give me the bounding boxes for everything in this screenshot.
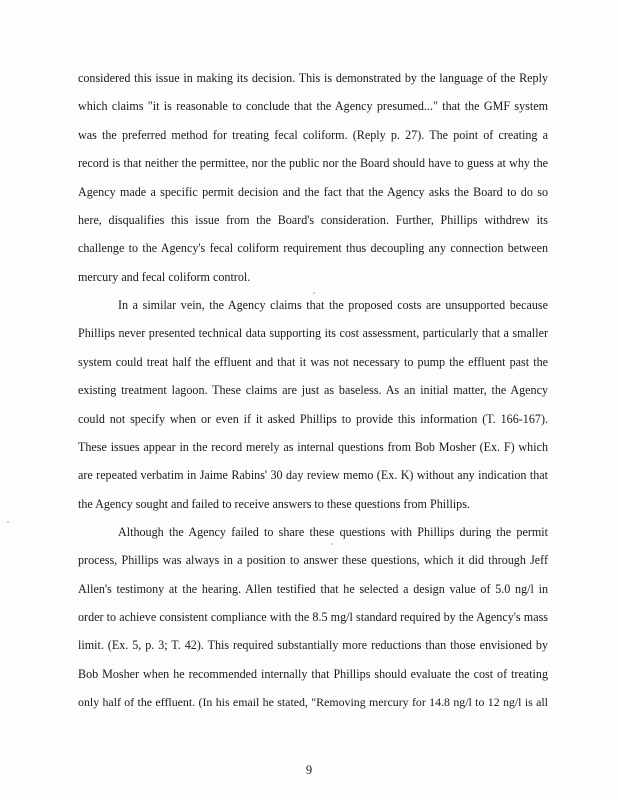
text-line: here, disqualifies this issue from the Board's consideration. Further, Phillips withdrew its <box>78 213 548 227</box>
text-line: system could treat half the effluent and that it was not necessary to pump the effluent past the <box>78 355 548 369</box>
text-line: Bob Mosher when he recommended internally that Phillips should evaluate the cost of treating <box>78 667 548 681</box>
text-line: only half of the effluent. (In his email he stated, "Removing mercury for 14.8 ng/l to 12 ng/l is all <box>78 695 548 709</box>
text-line: Agency made a specific permit decision and the fact that the Agency asks the Board to do so <box>78 185 548 199</box>
text-line: mercury and fecal coliform control. <box>78 270 251 284</box>
text-line: Although the Agency failed to share these questions with Phillips during the permit <box>118 525 548 539</box>
text-line: could not specify when or even if it asked Phillips to provide this information (T. 166-167). <box>78 412 548 426</box>
text-line: order to achieve consistent compliance with the 8.5 mg/l standard required by the Agency's mass <box>78 610 548 624</box>
scan-speck <box>7 521 9 523</box>
text-line: record is that neither the permittee, nor the public nor the Board should have to guess at why the <box>78 156 548 170</box>
page-number: 9 <box>305 763 313 777</box>
text-line: existing treatment lagoon. These claims are just as baseless. As an initial matter, the Agency <box>78 383 548 397</box>
text-line: Allen's testimony at the hearing. Allen testified that he selected a design value of 5.0 ng/l in <box>78 582 548 596</box>
text-line: which claims "it is reasonable to conclude that the Agency presumed..." that the GMF system <box>78 99 548 113</box>
text-line: the Agency sought and failed to receive answers to these questions from Phillips. <box>78 497 470 511</box>
text-line: are repeated verbatim in Jaime Rabins' 30 day review memo (Ex. K) without any indication that <box>78 468 548 482</box>
text-line: In a similar vein, the Agency claims that the proposed costs are unsupported because <box>118 298 548 312</box>
text-line: considered this issue in making its decision. This is demonstrated by the language of the Reply <box>78 71 548 85</box>
text-line: These issues appear in the record merely as internal questions from Bob Mosher (Ex. F) which <box>78 440 548 454</box>
text-line: limit. (Ex. 5, p. 3; T. 42). This required substantially more reductions than those envisioned by <box>78 638 548 652</box>
text-line: process, Phillips was always in a position to answer these questions, which it did through Jeff <box>78 553 548 567</box>
scan-speck <box>313 292 315 294</box>
scan-speck <box>331 543 333 545</box>
text-line: Phillips never presented technical data supporting its cost assessment, particularly that a smaller <box>78 326 548 340</box>
text-line: challenge to the Agency's fecal coliform requirement thus decoupling any connection between <box>78 241 548 255</box>
text-line: was the preferred method for treating fecal coliform. (Reply p. 27). The point of creating a <box>78 128 548 142</box>
